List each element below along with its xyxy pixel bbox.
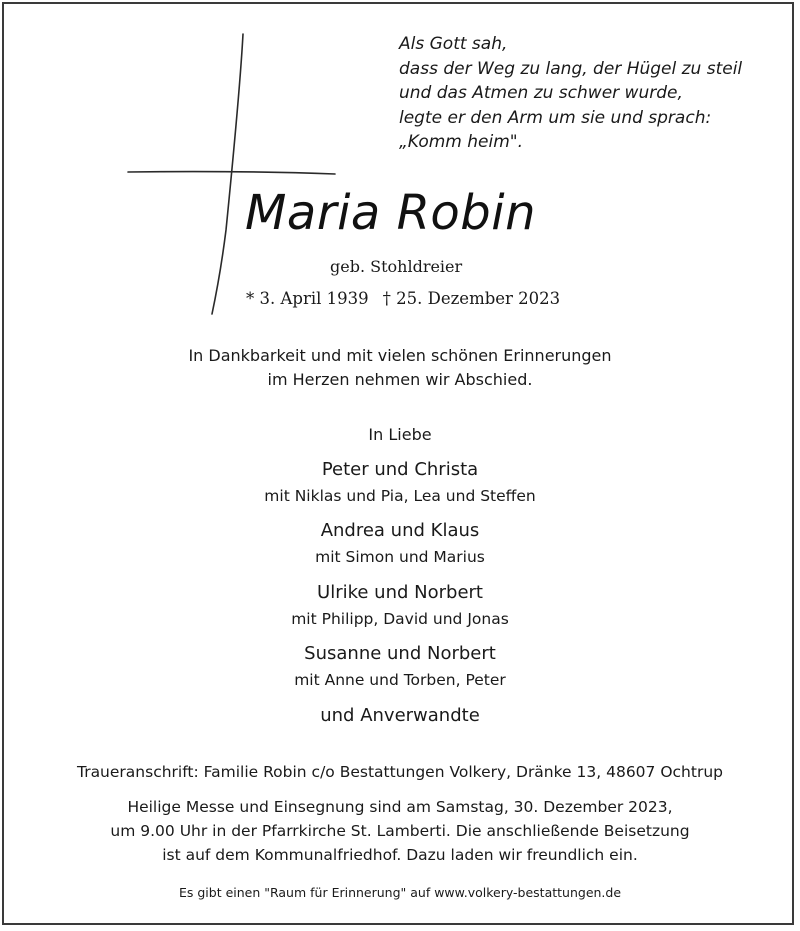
family-names: Andrea und Klaus xyxy=(320,520,480,541)
service-line-1: Heilige Messe und Einsegnung sind am Samstag, 30. Dezember 2023, xyxy=(127,798,673,816)
poem-line: legte er den Arm um sie und sprach: xyxy=(399,107,712,128)
service-line-3: ist auf dem Kommunalfriedhof. Dazu laden wir freundlich ein. xyxy=(162,846,638,864)
family-members: mit Philipp, David und Jonas xyxy=(291,610,509,628)
family-names: Susanne und Norbert xyxy=(304,643,496,664)
life-dates xyxy=(246,289,574,308)
family-members: mit Niklas und Pia, Lea und Steffen xyxy=(264,487,536,505)
poem-line: und das Atmen zu schwer wurde, xyxy=(399,83,683,103)
relatives-line: und Anverwandte xyxy=(320,705,480,726)
birth-name: geb. Stohldreier xyxy=(330,257,463,276)
death-date: † 25. Dezember 2023 xyxy=(382,289,561,308)
poem-line: dass der Weg zu lang, der Hügel zu steil xyxy=(399,58,743,79)
family-members: mit Simon und Marius xyxy=(315,548,485,566)
family-names: Ulrike und Norbert xyxy=(317,582,483,603)
service-line-2: um 9.00 Uhr in der Pfarrkirche St. Lamberti. Die anschließende Beisetzung xyxy=(110,822,690,840)
poem-line: „Komm heim". xyxy=(399,132,524,152)
poem xyxy=(399,32,779,155)
birth-date: * 3. April 1939 xyxy=(246,289,369,308)
family-names: Peter und Christa xyxy=(321,459,479,480)
poem-line: Als Gott sah, xyxy=(399,34,508,54)
deceased-name: Maria Robin xyxy=(245,185,537,241)
farewell-line-1: In Dankbarkeit und mit vielen schönen Erinnerungen xyxy=(188,346,612,365)
in-love-label: In Liebe xyxy=(368,425,432,444)
farewell-line-2: im Herzen nehmen wir Abschied. xyxy=(267,370,533,389)
family-members: mit Anne und Torben, Peter xyxy=(294,671,506,689)
mourning-address: Traueranschrift: Familie Robin c/o Bestattungen Volkery, Dränke 13, 48607 Ochtrup xyxy=(77,763,723,781)
footer-note: Es gibt einen "Raum für Erinnerung" auf www.volkery-bestattungen.de xyxy=(178,885,622,900)
